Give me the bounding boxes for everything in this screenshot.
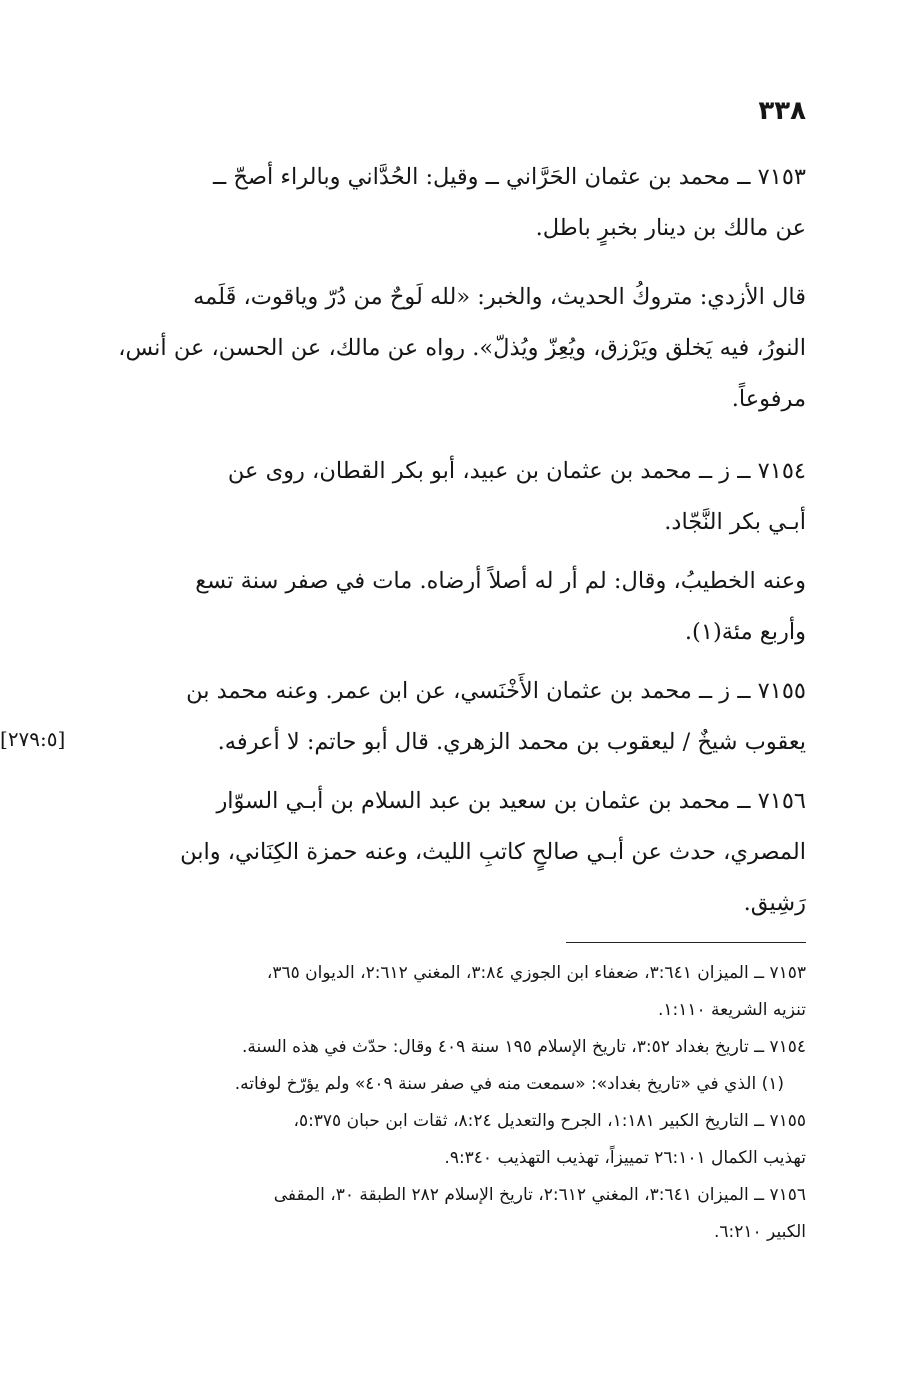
- footnote-line: تنزيه الشريعة ١:١١٠.: [657, 1000, 806, 1020]
- text-line: المصري، حدث عن أبـي صالحٍ كاتبِ الليث، وعنه حمزة الكِنَاني، وابن: [180, 839, 806, 865]
- text-line: ٧١٥٥ ــ ز ــ محمد بن عثمان الأَخْنَسي، عن ابن عمر. وعنه محمد بن: [186, 678, 806, 704]
- footnote-line: الكبير ٦:٢١٠.: [713, 1222, 806, 1242]
- footnote-line: ٧١٥٥ ــ التاريخ الكبير ١:١٨١، الجرح والتعديل ٨:٢٤، ثقات ابن حبان ٥:٣٧٥،: [293, 1111, 806, 1131]
- entry-7156: [80, 776, 806, 929]
- text-line: وعنه الخطيبُ، وقال: لم أر له أصلاً أرضاه. مات في صفر سنة تسع: [195, 568, 806, 594]
- footnote-line: تهذيب الكمال ٢٦:١٠١ تمييزاً، تهذيب التهذيب ٩:٣٤٠.: [444, 1148, 806, 1168]
- text-line: قال الأزدي: متروكُ الحديث، والخبر: «لله لَوحٌ من دُرّ وياقوت، قَلَمه: [193, 284, 806, 310]
- text-line: ٧١٥٣ ــ محمد بن عثمان الحَرَّاني ــ وقيل: الحُدَّاني وبالراء أصحّ ــ: [213, 164, 806, 190]
- footnote-line: ٧١٥٤ ــ تاريخ بغداد ٣:٥٢، تاريخ الإسلام ١٩٥ سنة ٤٠٩ وقال: حدّث في هذه السنة.: [241, 1037, 806, 1057]
- text-line: عن مالك بن دينار بخبرٍ باطل.: [535, 215, 806, 241]
- text-line: مرفوعاً.: [731, 386, 806, 412]
- text-line: ٧١٥٦ ــ محمد بن عثمان بن سعيد بن عبد السلام بن أبـي السوّار: [216, 788, 806, 814]
- page-number: ٣٣٨: [758, 96, 806, 126]
- text-line: أبـي بكر النَّجّاد.: [664, 509, 806, 535]
- entry-7154: [80, 446, 806, 548]
- text-line: وأربع مئة(١).: [684, 619, 806, 645]
- azdi-statement: [80, 272, 806, 425]
- text-line: رَشِيق.: [743, 890, 806, 916]
- khatib-statement: [80, 556, 806, 658]
- footnote-line: (١) الذي في «تاريخ بغداد»: «سمعت منه في صفر سنة ٤٠٩» ولم يؤرّخ لوفاته.: [234, 1074, 784, 1094]
- entry-7153: [80, 152, 806, 254]
- text-line: يعقوب شيخٌ / ليعقوب بن محمد الزهري. قال أبو حاتم: لا أعرفه.: [217, 729, 806, 755]
- text-line: النورُ، فيه يَخلق ويَرْزق، ويُعِزّ ويُذلّ». رواه عن مالك، عن الحسن، عن أنس،: [118, 335, 806, 361]
- footnotes: [80, 955, 806, 1251]
- entry-7155: [80, 666, 806, 768]
- footnote-separator: [566, 942, 806, 943]
- footnote-line: ٧١٥٦ ــ الميزان ٣:٦٤١، المغني ٢:٦١٢، تاريخ الإسلام ٢٨٢ الطبقة ٣٠، المقفى: [273, 1185, 806, 1205]
- text-line: ٧١٥٤ ــ ز ــ محمد بن عثمان بن عبيد، أبو بكر القطان، روى عن: [227, 458, 806, 484]
- margin-reference: [٢٧٩:٥]: [0, 727, 66, 751]
- footnote-line: ٧١٥٣ ــ الميزان ٣:٦٤١، ضعفاء ابن الجوزي ٣:٨٤، المغني ٢:٦١٢، الديوان ٣٦٥،: [266, 963, 806, 983]
